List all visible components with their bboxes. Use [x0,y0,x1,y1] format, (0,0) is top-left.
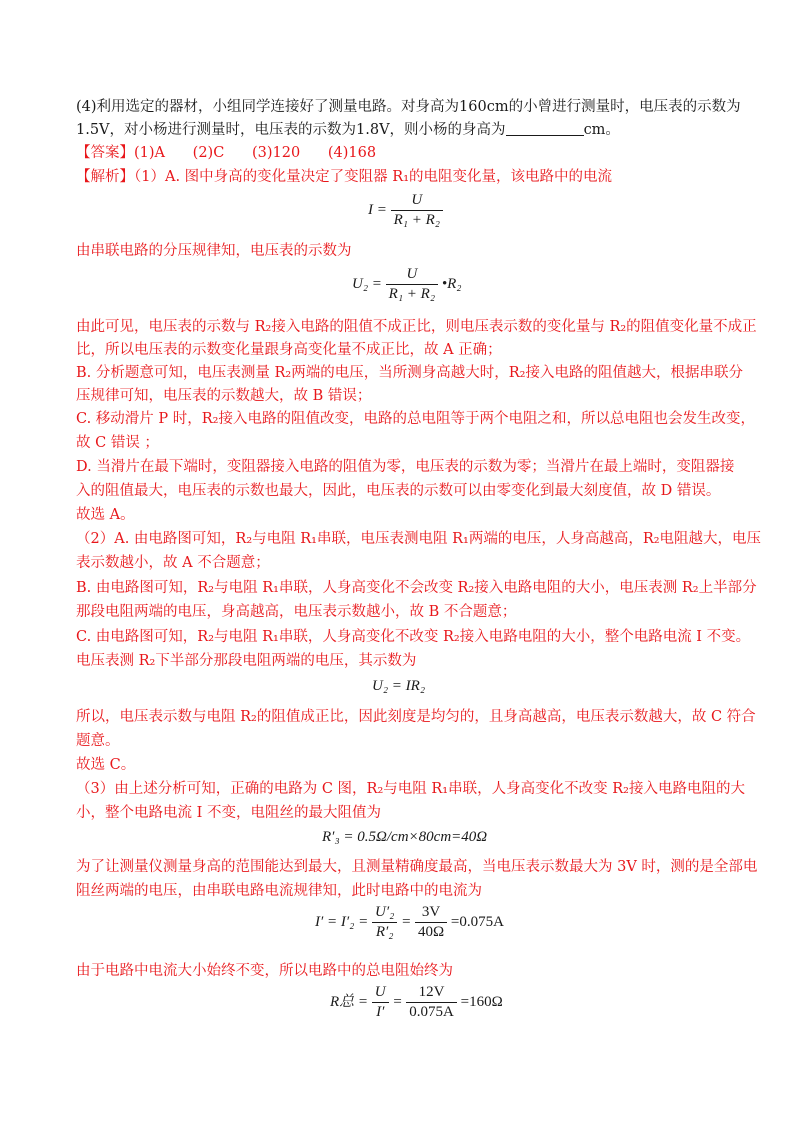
analysis-p13a: （3）由上述分析可知，正确的电路为 C 图，R₂与电阻 R₁串联，人身高变化不改变 R₂接入电路电阻的大 [76,781,745,797]
eq2-lhs: U₂ = [352,275,382,292]
eq5-numerator-1: U′₂ [372,903,397,923]
analysis-p6a: D. 当滑片在最下端时，变阻器接入电路的阻值为零，电压表的示数为零；当滑片在最上端时，变阻器接 [76,459,735,475]
analysis-p5b: 故 C 错误 ； [76,435,159,451]
analysis-p3b: 比，所以电压表的示数变化量跟身高变化量不成正比，故 A 正确； [76,342,502,358]
analysis-p10a: C. 由电路图可知，R₂与电阻 R₁串联，人身高变化不改变 R₂接入电路电阻的大小，整个电路电流 I 不变。 [76,629,751,645]
answer-label: 【答案】 [76,145,134,161]
analysis-p12: 故选 C。 [76,757,136,773]
eq6-fraction-1 [372,983,389,1022]
eq1-fraction [391,191,443,230]
analysis-p14a: 为了让测量仪测量身高的范围能达到最大，且测量精确度最高，当电压表示数最大为 3V 时，测的是全部电 [76,859,758,875]
eq1-denominator: R₁ + R₂ [393,212,441,228]
equation-u2-ir2: U₂ = IR₂ [372,678,426,694]
analysis-p15: 由于电路中电流大小始终不变，所以电路中的总电阻始终为 [76,963,453,979]
analysis-p11a: 所以，电压表示数与电阻 R₂的阻值成正比，因此刻度是均匀的，且身高越高，电压表示数越大，故 C 符合 [76,709,756,725]
question-4-line-2-text: 1.5V，对小杨进行测量时，电压表的示数为1.8V，则小杨的身高为 [76,122,506,138]
analysis-p3a: 由此可见，电压表的示数与 R₂接入电路的阻值不成正比，则电压表示数的变化量与 R₂的阻值变化量不成正 [76,319,757,335]
equation-circuit-current [315,903,504,942]
eq5-denominator-1: R′₂ [375,924,394,940]
eq6-lhs: R总 = [330,993,369,1010]
analysis-p7: 故选 A。 [76,507,135,523]
eq5-denominator-2: 40Ω [417,924,445,940]
analysis-p13b: 小，整个电路电流 I 不变，电阻丝的最大阻值为 [76,805,381,821]
analysis-p8a: （2）A. 由电路图可知，R₂与电阻 R₁串联，电压表测电阻 R₁两端的电压，人身高越高，R₂电阻越大，电压 [76,531,762,547]
answer-blank [506,121,584,136]
question-4-line-2 [76,119,620,141]
equation-voltage-u2 [352,265,461,304]
analysis-p4b: 压规律可知，电压表的示数越大，故 B 错误； [76,388,372,404]
analysis-p14b: 阻丝两端的电压，由串联电路电流规律知，此时电路中的电流为 [76,883,482,899]
eq6-numerator-2: 12V [406,983,457,1003]
analysis-p2: 由串联电路的分压规律知，电压表的示数为 [76,243,352,259]
eq6-denominator-1: I′ [376,1004,385,1020]
eq6-fraction-2 [406,983,457,1022]
eq1-lhs: I = [368,201,387,218]
analysis-label: 【解析】 [76,169,134,185]
eq1-numerator: U [391,191,443,211]
question-4-line-2-unit: cm。 [583,122,620,138]
eq6-tail: =160Ω [460,993,503,1010]
answer-items: (1)A (2)C (3)120 (4)168 [134,145,377,161]
analysis-p9a: B. 由电路图可知，R₂与电阻 R₁串联，人身高变化不会改变 R₂接入电路电阻的大小，电压表测 R₂上半部分 [76,580,757,596]
eq2-numerator: U [386,265,438,285]
question-4-line-1: (4)利用选定的器材，小组同学连接好了测量电路。对身高为160cm的小曾进行测量时，电压表的示数为 [76,99,741,115]
eq5-lhs: I′ = I′₂ = [315,913,369,930]
equation-total-resistance [330,983,503,1022]
eq5-tail: =0.075A [450,913,504,930]
eq5-equals: = [401,913,412,930]
eq6-denominator-2: 0.075A [409,1004,454,1020]
eq5-fraction-1 [372,903,397,942]
equation-current [368,191,443,230]
analysis-p6b: 入的阻值最大，电压表的示数也最大，因此，电压表的示数可以由零变化到最大刻度值，故 D 错误。 [76,483,721,499]
analysis-p11b: 题意。 [76,733,120,749]
analysis-p10b: 电压表测 R₂下半部分那段电阻两端的电压，其示数为 [76,653,417,669]
eq2-tail: •R₂ [441,275,462,292]
eq2-fraction [386,265,438,304]
eq6-equals: = [392,993,403,1010]
analysis-p5a: C. 移动滑片 P 时，R₂接入电路的阻值改变，电路的总电阻等于两个电阻之和，所以总电阻也会发生改变， [76,411,755,427]
eq5-numerator-2: 3V [415,903,447,923]
eq6-numerator-1: U [372,983,389,1003]
eq5-fraction-2 [415,903,447,942]
analysis-p8b: 表示数越小，故 A 不合题意； [76,555,270,571]
analysis-p4a: B. 分析题意可知，电压表测量 R₂两端的电压，当所测身高越大时，R₂接入电路的阻值越大，根据串联分 [76,365,743,381]
analysis-p1: （1）A. 图中身高的变化量决定了变阻器 R₁的电阻变化量，该电路中的电流 [134,169,613,185]
equation-max-resistance: R′₃ = 0.5Ω/cm×80cm=40Ω [322,829,488,845]
analysis-p9b: 那段电阻两端的电压，身高越高，电压表示数越小，故 B 不合题意； [76,604,517,620]
eq2-denominator: R₁ + R₂ [388,286,436,302]
answer-line [76,142,376,164]
analysis-line-1 [76,166,612,188]
